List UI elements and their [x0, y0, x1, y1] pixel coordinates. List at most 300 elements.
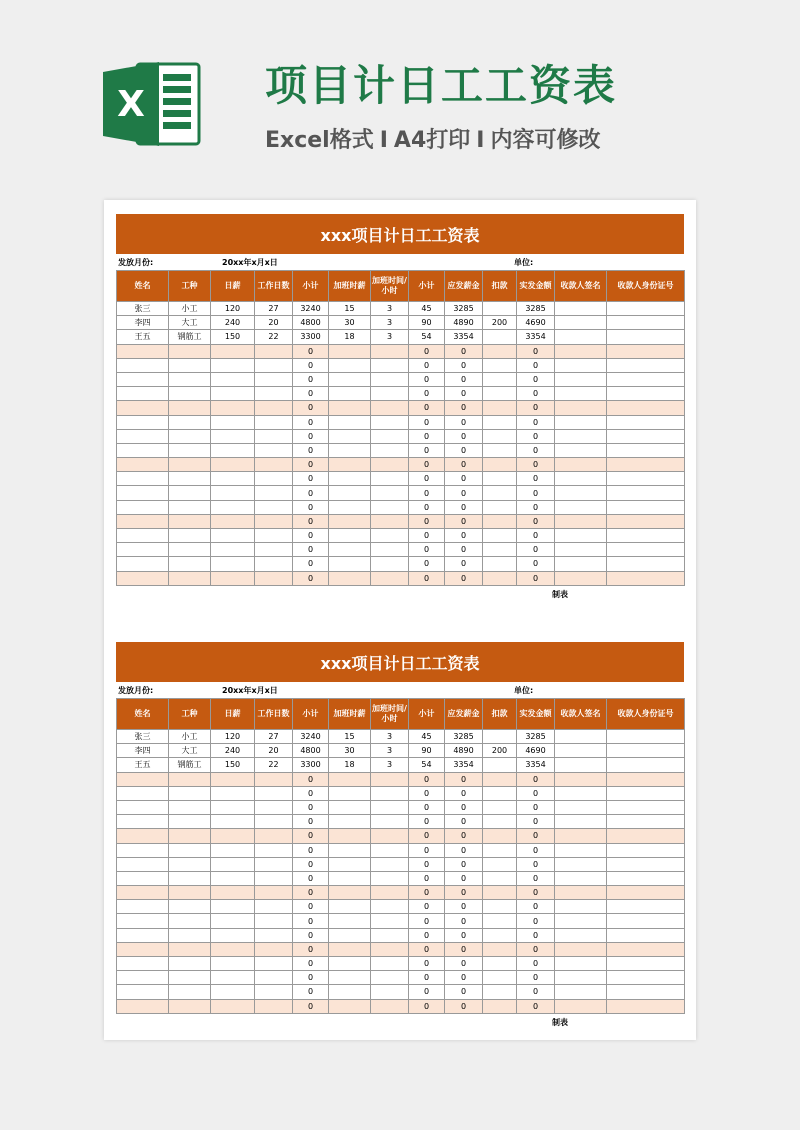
table-cell[interactable] [607, 401, 685, 415]
table-cell[interactable]: 0 [517, 772, 555, 786]
table-cell[interactable] [555, 999, 607, 1013]
table-cell[interactable] [371, 999, 409, 1013]
table-cell[interactable] [483, 557, 517, 571]
table-cell[interactable] [555, 458, 607, 472]
table-cell[interactable] [607, 957, 685, 971]
table-cell[interactable] [329, 942, 371, 956]
table-cell[interactable]: 0 [409, 843, 445, 857]
table-cell[interactable] [329, 571, 371, 585]
table-cell[interactable]: 0 [409, 372, 445, 386]
table-cell[interactable] [555, 557, 607, 571]
table-cell[interactable] [371, 344, 409, 358]
table-cell[interactable] [255, 358, 293, 372]
table-cell[interactable] [329, 971, 371, 985]
table-cell[interactable]: 0 [293, 829, 329, 843]
table-cell[interactable]: 0 [293, 401, 329, 415]
table-cell[interactable]: 钢筋工 [169, 330, 211, 344]
table-cell[interactable]: 0 [293, 344, 329, 358]
table-cell[interactable]: 240 [211, 744, 255, 758]
table-cell[interactable]: 200 [483, 744, 517, 758]
table-cell[interactable] [555, 985, 607, 999]
table-cell[interactable] [169, 557, 211, 571]
table-cell[interactable] [607, 500, 685, 514]
table-cell[interactable] [117, 985, 169, 999]
table-cell[interactable]: 4890 [445, 316, 483, 330]
table-cell[interactable]: 3 [371, 302, 409, 316]
table-cell[interactable]: 0 [293, 387, 329, 401]
table-cell[interactable]: 3240 [293, 302, 329, 316]
table-cell[interactable] [555, 772, 607, 786]
table-cell[interactable] [117, 786, 169, 800]
table-cell[interactable]: 0 [409, 928, 445, 942]
table-cell[interactable] [169, 999, 211, 1013]
table-cell[interactable] [607, 871, 685, 885]
table-cell[interactable] [371, 871, 409, 885]
table-cell[interactable]: 0 [445, 529, 483, 543]
table-cell[interactable]: 0 [517, 971, 555, 985]
table-cell[interactable] [607, 316, 685, 330]
table-cell[interactable] [483, 928, 517, 942]
table-cell[interactable]: 0 [409, 358, 445, 372]
table-cell[interactable] [607, 458, 685, 472]
table-cell[interactable] [607, 857, 685, 871]
table-cell[interactable] [211, 857, 255, 871]
table-cell[interactable]: 0 [293, 571, 329, 585]
table-cell[interactable] [117, 871, 169, 885]
table-cell[interactable] [255, 843, 293, 857]
table-cell[interactable] [607, 928, 685, 942]
table-cell[interactable] [329, 387, 371, 401]
table-cell[interactable]: 4890 [445, 744, 483, 758]
table-cell[interactable] [483, 730, 517, 744]
table-cell[interactable] [255, 429, 293, 443]
table-cell[interactable] [169, 957, 211, 971]
table-cell[interactable]: 3 [371, 758, 409, 772]
table-cell[interactable] [483, 900, 517, 914]
table-cell[interactable] [329, 401, 371, 415]
table-cell[interactable] [117, 415, 169, 429]
table-cell[interactable]: 0 [445, 999, 483, 1013]
table-cell[interactable] [255, 401, 293, 415]
table-cell[interactable]: 0 [445, 942, 483, 956]
table-cell[interactable]: 0 [445, 928, 483, 942]
table-cell[interactable]: 30 [329, 316, 371, 330]
table-cell[interactable] [555, 942, 607, 956]
table-cell[interactable] [483, 543, 517, 557]
table-cell[interactable] [483, 914, 517, 928]
table-cell[interactable] [371, 401, 409, 415]
table-cell[interactable]: 0 [445, 429, 483, 443]
table-cell[interactable] [371, 543, 409, 557]
table-cell[interactable] [371, 387, 409, 401]
table-cell[interactable]: 0 [409, 415, 445, 429]
table-cell[interactable]: 0 [445, 985, 483, 999]
table-cell[interactable] [555, 928, 607, 942]
table-cell[interactable] [255, 914, 293, 928]
table-cell[interactable] [169, 829, 211, 843]
table-cell[interactable] [255, 387, 293, 401]
table-cell[interactable] [329, 999, 371, 1013]
table-cell[interactable] [371, 372, 409, 386]
table-cell[interactable]: 0 [517, 786, 555, 800]
table-cell[interactable] [483, 843, 517, 857]
table-cell[interactable] [555, 843, 607, 857]
table-cell[interactable]: 0 [409, 914, 445, 928]
table-cell[interactable]: 0 [517, 486, 555, 500]
table-cell[interactable]: 0 [445, 543, 483, 557]
table-cell[interactable] [255, 871, 293, 885]
table-cell[interactable] [117, 514, 169, 528]
table-cell[interactable] [555, 529, 607, 543]
table-cell[interactable]: 20 [255, 744, 293, 758]
table-cell[interactable] [555, 829, 607, 843]
table-cell[interactable]: 30 [329, 744, 371, 758]
table-cell[interactable] [483, 815, 517, 829]
table-cell[interactable]: 54 [409, 758, 445, 772]
table-cell[interactable]: 0 [445, 500, 483, 514]
table-cell[interactable] [607, 486, 685, 500]
table-cell[interactable] [117, 557, 169, 571]
table-cell[interactable] [255, 786, 293, 800]
table-cell[interactable] [483, 372, 517, 386]
table-cell[interactable]: 0 [517, 415, 555, 429]
table-cell[interactable] [169, 985, 211, 999]
table-cell[interactable]: 0 [293, 815, 329, 829]
table-cell[interactable]: 3285 [445, 302, 483, 316]
table-cell[interactable] [255, 543, 293, 557]
table-cell[interactable] [117, 429, 169, 443]
table-cell[interactable] [371, 900, 409, 914]
table-cell[interactable] [211, 443, 255, 457]
table-cell[interactable] [329, 415, 371, 429]
table-cell[interactable] [211, 999, 255, 1013]
table-cell[interactable] [169, 500, 211, 514]
table-cell[interactable] [211, 800, 255, 814]
table-cell[interactable]: 0 [517, 472, 555, 486]
table-cell[interactable] [169, 358, 211, 372]
table-cell[interactable]: 0 [409, 886, 445, 900]
table-cell[interactable] [483, 472, 517, 486]
table-cell[interactable] [169, 886, 211, 900]
table-cell[interactable] [117, 543, 169, 557]
table-cell[interactable] [117, 928, 169, 942]
table-cell[interactable] [483, 344, 517, 358]
table-cell[interactable] [607, 543, 685, 557]
table-cell[interactable] [607, 557, 685, 571]
table-cell[interactable] [555, 786, 607, 800]
table-cell[interactable]: 0 [409, 557, 445, 571]
table-cell[interactable]: 4800 [293, 316, 329, 330]
table-cell[interactable] [371, 429, 409, 443]
table-cell[interactable]: 0 [445, 914, 483, 928]
table-cell[interactable]: 0 [517, 928, 555, 942]
table-cell[interactable]: 张三 [117, 302, 169, 316]
table-cell[interactable] [329, 800, 371, 814]
table-cell[interactable] [555, 744, 607, 758]
table-cell[interactable]: 0 [445, 772, 483, 786]
table-cell[interactable] [371, 557, 409, 571]
table-cell[interactable]: 0 [293, 415, 329, 429]
table-cell[interactable]: 0 [445, 957, 483, 971]
table-cell[interactable] [607, 730, 685, 744]
table-cell[interactable]: 3 [371, 744, 409, 758]
table-cell[interactable]: 王五 [117, 330, 169, 344]
table-cell[interactable]: 0 [293, 843, 329, 857]
table-cell[interactable]: 0 [445, 401, 483, 415]
table-cell[interactable]: 0 [409, 942, 445, 956]
table-cell[interactable]: 0 [517, 387, 555, 401]
table-cell[interactable] [371, 886, 409, 900]
table-cell[interactable] [255, 372, 293, 386]
table-cell[interactable]: 0 [293, 529, 329, 543]
table-cell[interactable] [211, 372, 255, 386]
table-cell[interactable]: 240 [211, 316, 255, 330]
table-cell[interactable] [329, 985, 371, 999]
table-cell[interactable]: 3285 [517, 302, 555, 316]
table-cell[interactable] [555, 415, 607, 429]
table-cell[interactable] [483, 486, 517, 500]
table-cell[interactable] [169, 857, 211, 871]
table-cell[interactable]: 0 [293, 772, 329, 786]
table-cell[interactable] [255, 500, 293, 514]
table-cell[interactable] [211, 458, 255, 472]
table-cell[interactable] [607, 472, 685, 486]
table-cell[interactable] [117, 344, 169, 358]
table-cell[interactable]: 小工 [169, 302, 211, 316]
table-cell[interactable]: 0 [517, 942, 555, 956]
table-cell[interactable] [607, 900, 685, 914]
table-cell[interactable]: 0 [445, 514, 483, 528]
table-cell[interactable] [371, 772, 409, 786]
table-cell[interactable] [371, 829, 409, 843]
table-cell[interactable] [483, 971, 517, 985]
table-cell[interactable]: 0 [445, 571, 483, 585]
table-cell[interactable] [211, 529, 255, 543]
table-cell[interactable] [483, 957, 517, 971]
table-cell[interactable] [483, 999, 517, 1013]
table-cell[interactable] [555, 429, 607, 443]
table-cell[interactable]: 0 [517, 543, 555, 557]
table-cell[interactable] [211, 387, 255, 401]
table-cell[interactable] [169, 871, 211, 885]
table-cell[interactable]: 4800 [293, 744, 329, 758]
table-cell[interactable] [371, 415, 409, 429]
table-cell[interactable] [211, 957, 255, 971]
table-cell[interactable] [329, 900, 371, 914]
table-cell[interactable] [329, 429, 371, 443]
table-cell[interactable] [371, 500, 409, 514]
table-cell[interactable]: 0 [293, 557, 329, 571]
table-cell[interactable]: 4690 [517, 316, 555, 330]
table-cell[interactable]: 0 [409, 529, 445, 543]
table-cell[interactable] [607, 387, 685, 401]
table-cell[interactable] [607, 529, 685, 543]
table-cell[interactable] [555, 302, 607, 316]
table-cell[interactable] [169, 914, 211, 928]
table-cell[interactable]: 0 [409, 772, 445, 786]
table-cell[interactable]: 0 [409, 500, 445, 514]
table-cell[interactable] [211, 786, 255, 800]
table-cell[interactable]: 0 [409, 571, 445, 585]
table-cell[interactable] [607, 829, 685, 843]
table-cell[interactable] [607, 786, 685, 800]
table-cell[interactable] [169, 815, 211, 829]
table-cell[interactable] [169, 486, 211, 500]
table-cell[interactable] [555, 730, 607, 744]
table-cell[interactable] [255, 985, 293, 999]
table-cell[interactable]: 3354 [517, 330, 555, 344]
table-cell[interactable]: 0 [517, 886, 555, 900]
table-cell[interactable]: 0 [517, 443, 555, 457]
table-cell[interactable] [555, 800, 607, 814]
table-cell[interactable]: 0 [409, 871, 445, 885]
table-cell[interactable]: 0 [517, 401, 555, 415]
table-cell[interactable] [555, 330, 607, 344]
table-cell[interactable] [329, 928, 371, 942]
table-cell[interactable] [607, 886, 685, 900]
table-cell[interactable]: 0 [517, 372, 555, 386]
table-cell[interactable] [169, 843, 211, 857]
table-cell[interactable]: 45 [409, 730, 445, 744]
table-cell[interactable] [555, 900, 607, 914]
table-cell[interactable] [255, 458, 293, 472]
table-cell[interactable]: 0 [445, 472, 483, 486]
table-cell[interactable] [371, 514, 409, 528]
table-cell[interactable] [483, 302, 517, 316]
table-cell[interactable] [211, 472, 255, 486]
table-cell[interactable] [607, 758, 685, 772]
table-cell[interactable]: 0 [293, 486, 329, 500]
table-cell[interactable] [255, 900, 293, 914]
table-cell[interactable] [555, 914, 607, 928]
table-cell[interactable] [117, 486, 169, 500]
table-cell[interactable] [483, 772, 517, 786]
table-cell[interactable] [371, 800, 409, 814]
table-cell[interactable]: 0 [445, 857, 483, 871]
table-cell[interactable] [255, 571, 293, 585]
table-cell[interactable] [169, 942, 211, 956]
table-cell[interactable] [555, 358, 607, 372]
table-cell[interactable] [607, 571, 685, 585]
table-cell[interactable] [607, 800, 685, 814]
table-cell[interactable]: 0 [409, 800, 445, 814]
table-cell[interactable]: 90 [409, 316, 445, 330]
table-cell[interactable] [555, 815, 607, 829]
table-cell[interactable] [329, 344, 371, 358]
table-cell[interactable] [255, 800, 293, 814]
table-cell[interactable] [329, 914, 371, 928]
table-cell[interactable]: 李四 [117, 744, 169, 758]
table-cell[interactable] [255, 857, 293, 871]
table-cell[interactable] [607, 344, 685, 358]
table-cell[interactable] [211, 942, 255, 956]
table-cell[interactable] [607, 999, 685, 1013]
table-cell[interactable]: 0 [409, 900, 445, 914]
table-cell[interactable] [371, 843, 409, 857]
table-cell[interactable] [607, 985, 685, 999]
table-cell[interactable]: 0 [445, 486, 483, 500]
table-cell[interactable]: 0 [293, 900, 329, 914]
table-cell[interactable] [329, 886, 371, 900]
table-cell[interactable]: 0 [293, 942, 329, 956]
table-cell[interactable]: 0 [445, 886, 483, 900]
table-cell[interactable] [211, 985, 255, 999]
table-cell[interactable]: 0 [517, 843, 555, 857]
table-cell[interactable] [371, 971, 409, 985]
table-cell[interactable] [329, 957, 371, 971]
table-cell[interactable] [255, 942, 293, 956]
table-cell[interactable] [329, 529, 371, 543]
table-cell[interactable] [607, 815, 685, 829]
table-cell[interactable]: 0 [409, 472, 445, 486]
table-cell[interactable]: 0 [517, 514, 555, 528]
table-cell[interactable] [117, 443, 169, 457]
table-cell[interactable]: 3 [371, 330, 409, 344]
table-cell[interactable] [555, 443, 607, 457]
table-cell[interactable]: 大工 [169, 744, 211, 758]
table-cell[interactable]: 张三 [117, 730, 169, 744]
table-cell[interactable]: 0 [293, 928, 329, 942]
table-cell[interactable] [329, 443, 371, 457]
table-cell[interactable]: 27 [255, 302, 293, 316]
table-cell[interactable] [555, 886, 607, 900]
table-cell[interactable] [483, 871, 517, 885]
table-cell[interactable] [329, 458, 371, 472]
table-cell[interactable] [607, 744, 685, 758]
table-cell[interactable] [329, 358, 371, 372]
table-cell[interactable]: 王五 [117, 758, 169, 772]
table-cell[interactable] [555, 344, 607, 358]
table-cell[interactable]: 0 [517, 829, 555, 843]
table-cell[interactable]: 54 [409, 330, 445, 344]
table-cell[interactable] [117, 999, 169, 1013]
table-cell[interactable] [211, 928, 255, 942]
table-cell[interactable]: 0 [445, 415, 483, 429]
table-cell[interactable] [555, 316, 607, 330]
table-cell[interactable]: 4690 [517, 744, 555, 758]
table-cell[interactable] [211, 914, 255, 928]
table-cell[interactable]: 3354 [517, 758, 555, 772]
table-cell[interactable] [483, 942, 517, 956]
table-cell[interactable]: 0 [517, 871, 555, 885]
table-cell[interactable]: 0 [445, 458, 483, 472]
table-cell[interactable] [483, 800, 517, 814]
table-cell[interactable]: 0 [409, 971, 445, 985]
table-cell[interactable] [483, 500, 517, 514]
table-cell[interactable]: 0 [517, 458, 555, 472]
table-cell[interactable] [371, 443, 409, 457]
table-cell[interactable] [169, 928, 211, 942]
table-cell[interactable]: 120 [211, 302, 255, 316]
table-cell[interactable] [555, 571, 607, 585]
table-cell[interactable] [555, 472, 607, 486]
table-cell[interactable] [329, 843, 371, 857]
table-cell[interactable] [371, 458, 409, 472]
table-cell[interactable]: 0 [517, 429, 555, 443]
table-cell[interactable] [211, 815, 255, 829]
table-cell[interactable]: 3285 [517, 730, 555, 744]
table-cell[interactable] [211, 543, 255, 557]
table-cell[interactable] [211, 358, 255, 372]
table-cell[interactable]: 0 [409, 401, 445, 415]
table-cell[interactable] [607, 514, 685, 528]
table-cell[interactable]: 0 [517, 358, 555, 372]
table-cell[interactable]: 0 [445, 900, 483, 914]
table-cell[interactable] [255, 772, 293, 786]
table-cell[interactable] [169, 543, 211, 557]
table-cell[interactable] [607, 330, 685, 344]
table-cell[interactable] [483, 829, 517, 843]
